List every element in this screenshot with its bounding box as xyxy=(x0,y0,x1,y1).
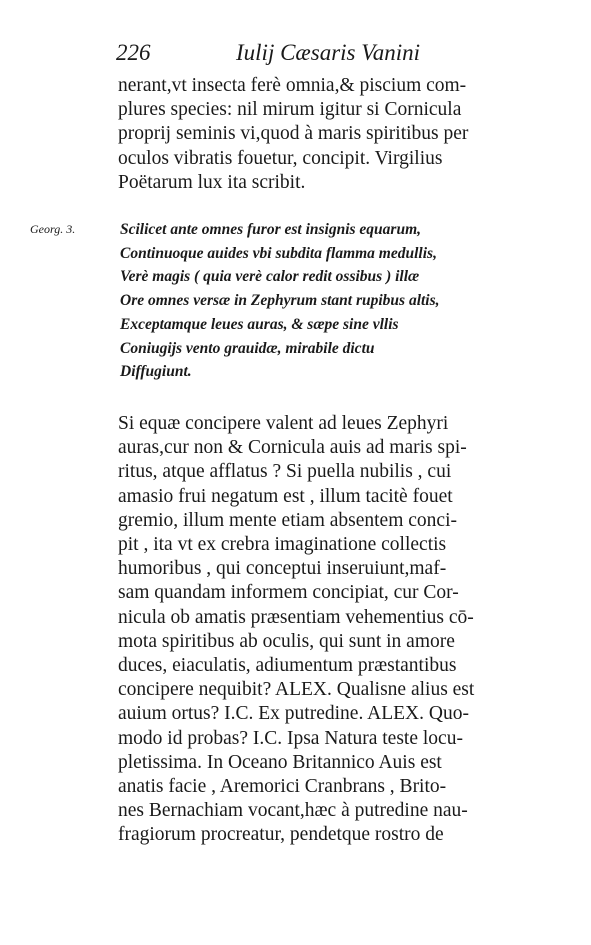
text-line: gremio, illum mente etiam absentem conci- xyxy=(118,509,457,531)
text-line: pletissima. In Oceano Britannico Auis est xyxy=(118,751,442,773)
text-line: ritus, atque afflatus ? Si puella nubilis , cui xyxy=(118,461,452,483)
running-title: Iulij Cæsaris Vanini xyxy=(236,40,421,65)
verse-line: Diffugiunt. xyxy=(120,363,192,381)
verse-line: Verè magis ( quia verè calor redit ossibus ) illæ xyxy=(120,268,420,286)
verse-line: Exceptamque leues auras, & sæpe sine vllis xyxy=(120,315,399,333)
paragraph-1 xyxy=(118,74,528,195)
text-line: nerant,vt insecta ferè omnia,& piscium com- xyxy=(118,75,467,96)
text-line: plures species: nil mirum igitur si Cornicula xyxy=(118,99,462,121)
text-line: oculos vibratis fouetur, concipit. Virgilius xyxy=(118,147,443,169)
text-line: auium ortus? I.C. Ex putredine. ALEX. Quo- xyxy=(118,703,469,725)
text-line: concipere nequibit? ALEX. Qualisne alius est xyxy=(118,679,475,701)
text-line: duces, eiaculatis, adiumentum præstantibus xyxy=(118,655,457,677)
text-line: amasio frui negatum est , illum tacitè fouet xyxy=(118,485,453,507)
text-line: auras,cur non & Cornicula auis ad maris spi- xyxy=(118,437,467,459)
text-line: fragiorum procreatur, pendetque rostro de xyxy=(118,824,444,846)
text-line: nicula ob amatis præsentiam vehementius cō- xyxy=(118,606,474,628)
text-line: anatis facie , Aremorici Cranbrans , Brito- xyxy=(118,776,447,798)
verse-line: Coniugijs vento grauidæ, mirabile dictu xyxy=(120,339,375,357)
page-header xyxy=(116,40,526,74)
verse-quotation xyxy=(120,218,520,384)
verse-line: Ore omnes versæ in Zephyrum stant rupibus altis, xyxy=(120,292,440,310)
verse-line: Continuoque auides vbi subdita flamma medullis, xyxy=(120,244,437,262)
text-line: sam quandam informem concipiat, cur Cor- xyxy=(118,582,459,604)
text-line: Poëtarum lux ita scribit. xyxy=(118,171,306,193)
text-line: nes Bernachiam vocant,hæc à putredine nau- xyxy=(118,800,468,822)
text-line: modo id probas? I.C. Ipsa Natura teste locu- xyxy=(118,727,463,749)
text-line: humoribus , qui conceptui inseruiunt,maf- xyxy=(118,558,447,580)
text-line: mota spiritibus ab oculis, qui sunt in amore xyxy=(118,630,455,652)
page-number: 226 xyxy=(116,40,151,65)
text-line: proprij seminis vi,quod à maris spiritibus per xyxy=(118,123,469,145)
margin-note: Georg. 3. xyxy=(30,222,76,236)
paragraph-2 xyxy=(118,412,528,848)
text-line: Si equæ concipere valent ad leues Zephyri xyxy=(118,413,449,434)
text-line: pit , ita vt ex crebra imaginatione collectis xyxy=(118,534,447,556)
verse-line: Scilicet ante omnes furor est insignis equarum, xyxy=(120,221,422,238)
